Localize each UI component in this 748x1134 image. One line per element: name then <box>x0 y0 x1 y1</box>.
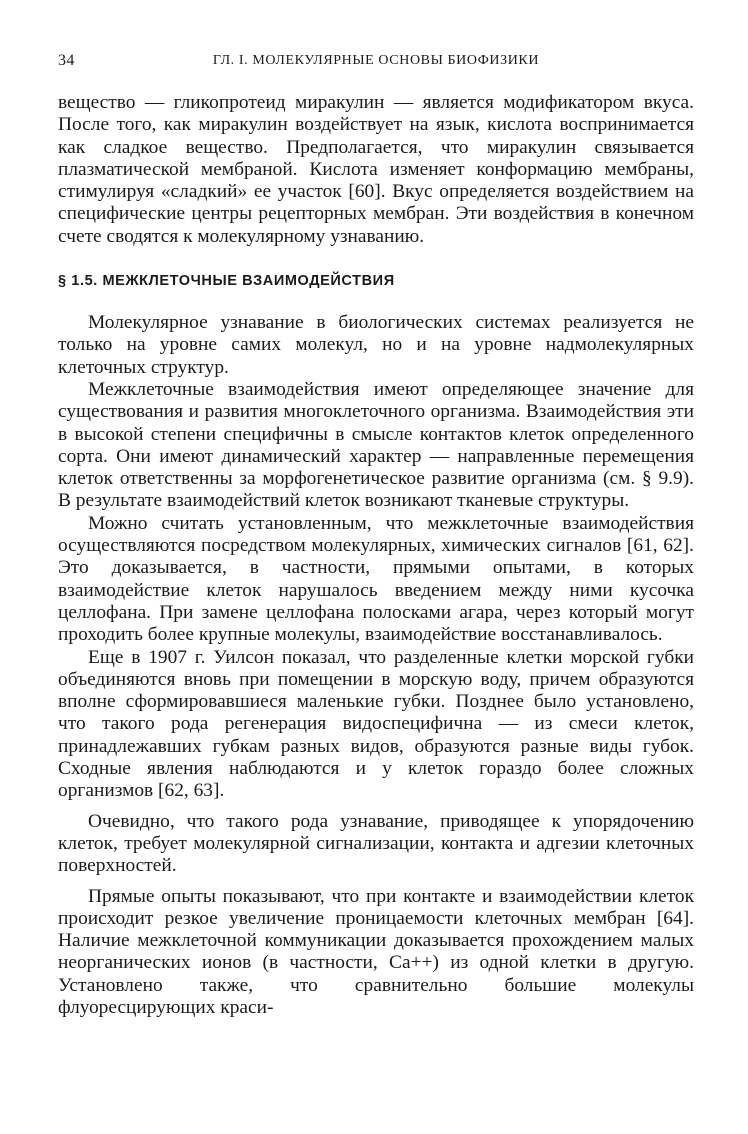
page-number: 34 <box>58 52 75 69</box>
intro-paragraph: вещество — гликопротеид миракулин — является модификатором вкуса. После того, как миракулин воздействует на язык, кислота воспринимается как сладкое вещество. Предполагается, что миракулин связывается плазматической мембраной. Кислота изменяет конформацию мембраны, стимулируя «сладкий» ее участок [60]. Вкус определяется воздействием на специфические центры рецепторных мембран. Эти воздействия в конечном счете сводятся к молекулярному узнаванию. <box>58 92 694 247</box>
paragraph-4: Еще в 1907 г. Уилсон показал, что разделенные клетки морской губки объединяются вновь при помещении в морскую воду, причем образуются вполне сформировавшиеся маленькие губки. Позднее было установлено, что такого рода регенерация видоспецифична — из смеси клеток, принадлежавших губкам разных видов, образуются разные виды губок. Сходные явления наблюдаются и у клеток гораздо более сложных организмов [62, 63]. <box>58 646 694 802</box>
paragraph-3: Можно считать установленным, что межклеточные взаимодействия осуществляются посредством молекулярных, химических сигналов [61, 62]. Это доказывается, в частности, прямыми опытами, в которых взаимодействие клеток нарушалось введением между ними кусочка целлофана. При замене целлофана полосками агара, через который могут проходить более крупные молекулы, взаимодействие восстанавливалось. <box>58 512 694 646</box>
paragraph-5: Очевидно, что такого рода узнавание, приводящее к упорядочению клеток, требует молекулярной сигнализации, контакта и адгезии клеточных поверхностей. <box>58 810 694 877</box>
running-head <box>58 52 694 76</box>
section-heading: § 1.5. МЕЖКЛЕТОЧНЫЕ ВЗАИМОДЕЙСТВИЯ <box>58 273 395 290</box>
book-page <box>58 52 694 1019</box>
paragraph-1: Молекулярное узнавание в биологических системах реализуется не только на уровне самих молекул, но и на уровне надмолекулярных клеточных структур. <box>58 312 694 378</box>
running-title: ГЛ. I. МОЛЕКУЛЯРНЫЕ ОСНОВЫ БИОФИЗИКИ <box>212 53 540 68</box>
body-text <box>58 92 694 1019</box>
paragraph-2: Межклеточные взаимодействия имеют определяющее значение для существования и развития многоклеточного организма. Взаимодействия эти в высокой степени специфичны в смысле контактов клеток определенного сорта. Они имеют динамический характер — направленные перемещения клеток ответственны за морфогенетическое развитие организма (см. § 9.9). В результате взаимодействий клеток возникают тканевые структуры. <box>58 378 694 512</box>
paragraph-6: Прямые опыты показывают, что при контакте и взаимодействии клеток происходит резкое увеличение проницаемости клеточных мембран [64]. Наличие межклеточной коммуникации доказывается прохождением малых неорганических ионов (в частности, Ca++) из одной клетки в другую. Установлено также, что сравнительно большие молекулы флуоресцирующих краси- <box>58 885 694 1018</box>
